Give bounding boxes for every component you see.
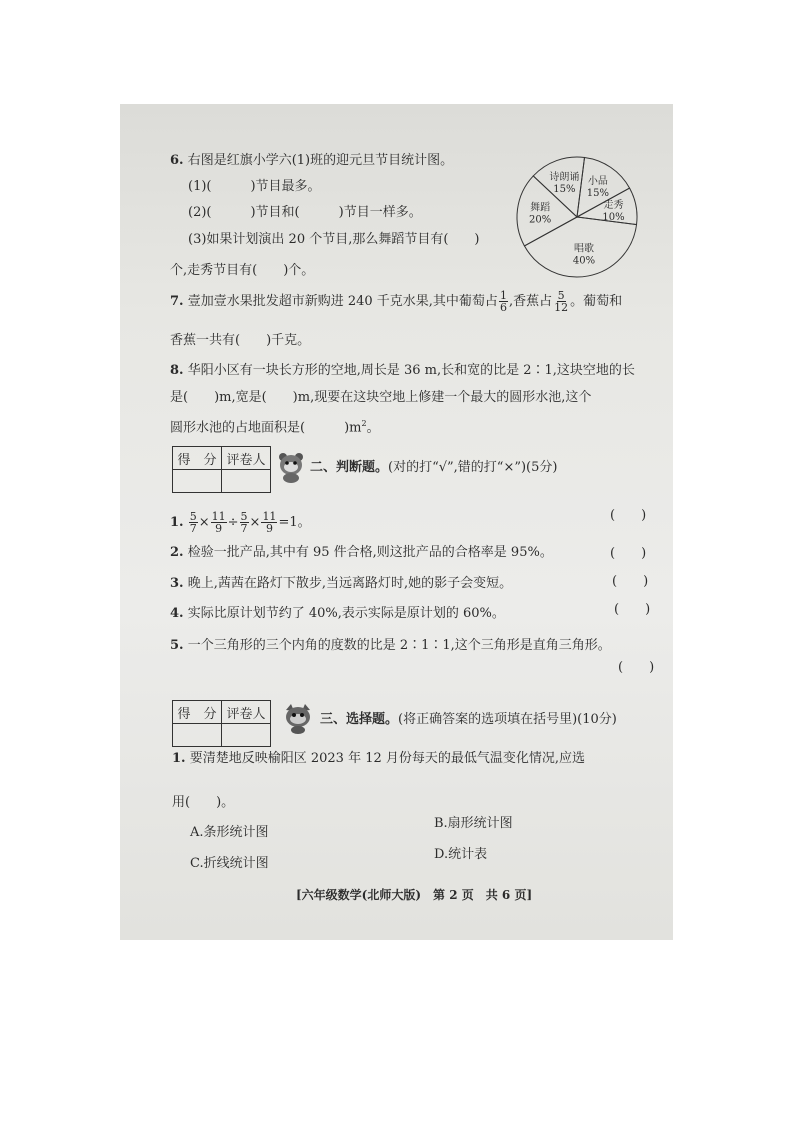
frac-c: $\frac{5}{7}$ — [240, 510, 248, 535]
fraction-grape: $\frac{1}{6}$ — [499, 289, 507, 314]
q8-line3: 圆形水池的占地面积是( )$m^2$。 — [170, 419, 380, 436]
q6-stem: 6. 右图是红旗小学六(1)班的迎元旦节目统计图。 — [170, 153, 454, 168]
q6-part3-cont: 个,走秀节目有( )个。 — [170, 263, 315, 278]
page-footer: [六年级数学(北师大版) 第 2 页 共 6 页] — [296, 888, 533, 902]
grader-header: 评卷人 — [222, 701, 271, 724]
pie-slice-name-2: 走秀 — [603, 200, 624, 212]
exam-page — [120, 104, 673, 940]
q6-part1: (1)( )节目最多。 — [188, 179, 321, 194]
score-cell[interactable] — [173, 470, 222, 493]
q6-part2: (2)( )节目和( )节目一样多。 — [188, 205, 422, 220]
tiger-mascot-icon — [276, 450, 306, 484]
grader-cell[interactable] — [222, 470, 271, 493]
score-table-sec3 — [172, 700, 271, 747]
judge-item-2: 2. 检验一批产品,其中有 95 件合格,则这批产品的合格率是 95%。 — [170, 545, 553, 560]
answer-paren-1[interactable]: ( ) — [610, 508, 647, 523]
q8-line2: 是( )m,宽是( )m,现要在这块空地上修建一个最大的圆形水池,这个 — [170, 390, 592, 405]
frac-b: $\frac{11}{9}$ — [211, 510, 226, 535]
choice-q1-line1: 1. 要清楚地反映榆阳区 2023 年 12 月份每天的最低气温变化情况,应选 — [172, 751, 586, 766]
option-a[interactable]: A.条形统计图 — [190, 825, 269, 840]
pie-slice-name-4: 舞蹈 — [530, 202, 551, 214]
fraction-banana: $\frac{5}{12}$ — [554, 289, 569, 314]
judge-item-1: 1. $\frac{5}{7}$ × $\frac{11}{9}$ ÷ $\frac{5}{7}$ × $\frac{11}{9}$ =1。 — [170, 510, 311, 535]
grader-header: 评卷人 — [222, 447, 271, 470]
choice-q1-line2: 用( )。 — [172, 795, 235, 810]
answer-paren-2[interactable]: ( ) — [610, 546, 647, 561]
pie-slice-value-4: 20% — [528, 214, 552, 226]
pie-slice-name-1: 小品 — [587, 176, 608, 188]
q7-line2: 香蕉一共有( )千克。 — [170, 333, 311, 348]
answer-paren-5[interactable]: ( ) — [618, 660, 655, 675]
frac-a: $\frac{5}{7}$ — [189, 510, 197, 535]
option-d[interactable]: D.统计表 — [434, 847, 488, 862]
score-header: 得 分 — [173, 447, 222, 470]
pie-slice-value-1: 15% — [586, 188, 610, 200]
pie-slice-value-2: 10% — [602, 212, 625, 224]
section2-title: 二、判断题。(对的打“√”,错的打“×”)(5分) — [310, 460, 558, 475]
pie-slice-name-0: 诗朗诵 — [549, 171, 580, 183]
answer-paren-3[interactable]: ( ) — [612, 574, 649, 589]
option-c[interactable]: C.折线统计图 — [190, 856, 269, 871]
judge-item-3: 3. 晚上,茜茜在路灯下散步,当远离路灯时,她的影子会变短。 — [170, 576, 513, 591]
judge-item-4: 4. 实际比原计划节约了 40%,表示实际是原计划的 60%。 — [170, 606, 505, 621]
q8-line1: 8. 华阳小区有一块长方形的空地,周长是 36 m,长和宽的比是 2∶1,这块空地的长 — [170, 363, 635, 378]
option-b[interactable]: B.扇形统计图 — [434, 816, 513, 831]
pie-slice-name-3: 唱歌 — [573, 243, 594, 255]
pie-chart — [512, 152, 642, 282]
cat-mascot-icon — [282, 702, 314, 734]
score-table-sec2 — [172, 446, 271, 493]
pie-slice-value-3: 40% — [572, 255, 596, 267]
judge-item-5: 5. 一个三角形的三个内角的度数的比是 2∶1∶1,这个三角形是直角三角形。 — [170, 638, 611, 653]
grader-cell[interactable] — [222, 724, 271, 747]
pie-slice-value-0: 15% — [553, 183, 576, 195]
frac-d: $\frac{11}{9}$ — [262, 510, 277, 535]
q6-part3: (3)如果计划演出 20 个节目,那么舞蹈节目有( ) — [188, 232, 480, 247]
score-header: 得 分 — [173, 701, 222, 724]
section3-title: 三、选择题。(将正确答案的选项填在括号里)(10分) — [320, 712, 617, 727]
answer-paren-4[interactable]: ( ) — [614, 602, 651, 617]
pie-labels — [529, 170, 625, 267]
q7-line1: 7. 壹加壹水果批发超市新购进 240 千克水果,其中葡萄占 $\frac{1}{6}$ ,香蕉占 $\frac{5}{12}$ 。葡萄和 — [170, 289, 623, 314]
score-cell[interactable] — [173, 724, 222, 747]
